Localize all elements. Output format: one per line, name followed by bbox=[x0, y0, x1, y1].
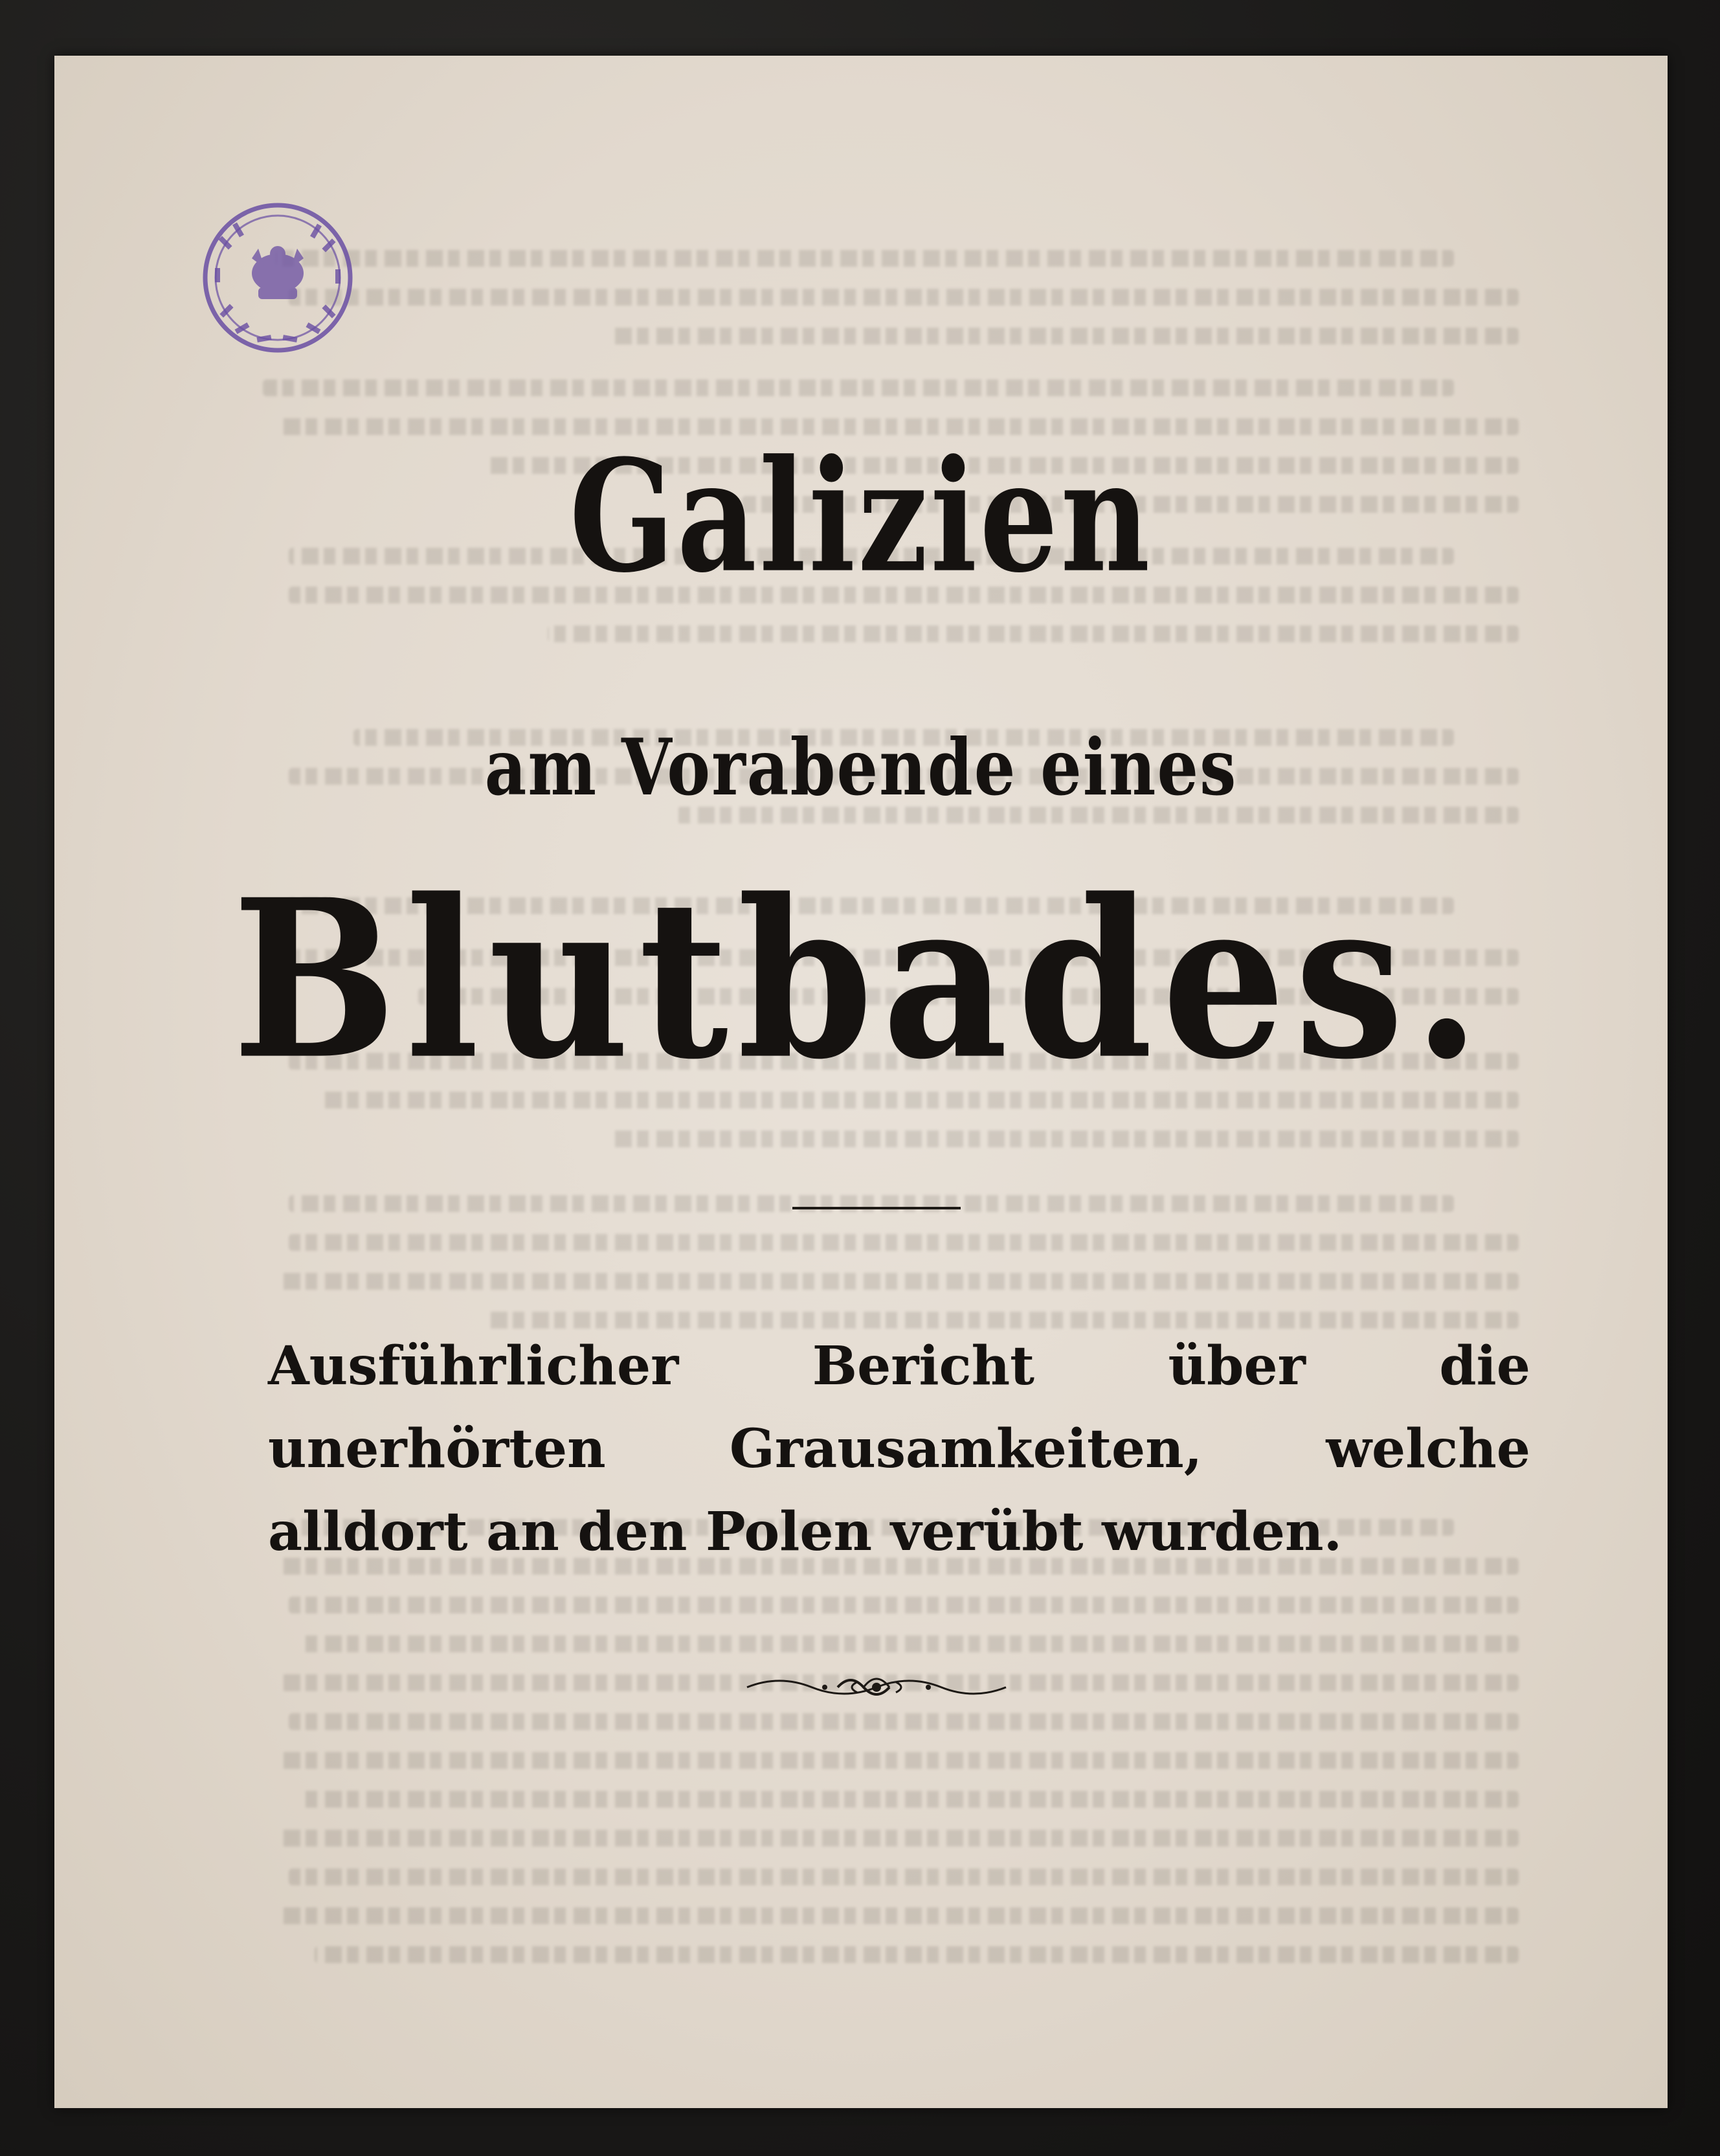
ornamental-flourish-icon bbox=[741, 1668, 1012, 1707]
document-page bbox=[54, 56, 1668, 2108]
divider-rule bbox=[792, 1207, 961, 1209]
title-line-1: Galizien bbox=[569, 426, 1153, 607]
title-line-2: am Vorabende eines bbox=[484, 721, 1238, 813]
subtitle-paragraph: Ausführlicher Bericht über die unerhörten Grausamkeiten, welche alldort an den Polen verübt wurden. bbox=[268, 1335, 1530, 1563]
library-stamp-icon bbox=[197, 197, 359, 359]
title-line-3: Blutbades. bbox=[232, 851, 1490, 1108]
